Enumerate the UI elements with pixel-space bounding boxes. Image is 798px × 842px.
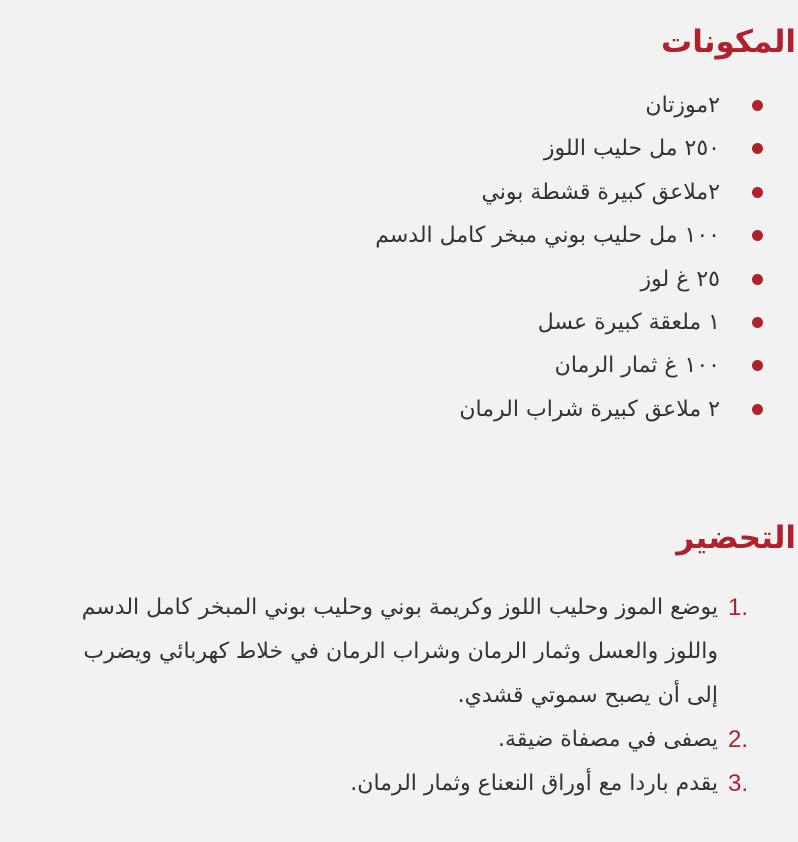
ingredient-item — [375, 301, 768, 344]
ingredient-text: ١ ملعقة كبيرة عسل — [537, 309, 720, 335]
preparation-steps-list — [48, 586, 768, 806]
ingredient-item — [375, 84, 768, 127]
ingredient-text: ٢ملاعق كبيرة قشطة بوني — [481, 179, 720, 205]
ingredient-text: ٢٥٠ مل حليب اللوز — [543, 136, 720, 162]
step-text: يقدم باردا مع أوراق النعناع وثمار الرمان. — [350, 771, 718, 796]
bullet-icon — [752, 404, 763, 415]
step-text: يوضع الموز وحليب اللوز وكريمة بوني وحليب بوني المبخر كامل الدسم واللوز والعسل وثمار الرمان وشراب الرمان في خلاط كهربائي ويضرب إلى أن يصبح سموتي قشدي. — [81, 595, 718, 708]
bullet-icon — [752, 100, 763, 111]
ingredient-item — [375, 258, 768, 301]
step-number: 2. — [728, 726, 749, 753]
preparation-step — [48, 586, 768, 718]
preparation-heading: التحضير — [676, 520, 796, 556]
ingredients-heading: المكونات — [661, 24, 796, 60]
preparation-step — [48, 762, 768, 806]
ingredient-text: ١٠٠ غ ثمار الرمان — [554, 353, 720, 379]
ingredient-text: ٢ ملاعق كبيرة شراب الرمان — [459, 396, 720, 422]
step-number: 1. — [728, 594, 749, 621]
ingredient-item — [375, 214, 768, 257]
ingredients-list — [375, 84, 768, 431]
ingredient-item — [375, 388, 768, 431]
ingredient-text: ٢٥ غ لوز — [640, 266, 720, 292]
ingredient-item — [375, 344, 768, 387]
ingredient-text: ٢موزتان — [645, 93, 720, 118]
step-text: يصفى في مصفاة ضيقة. — [498, 727, 718, 752]
bullet-icon — [752, 317, 763, 328]
bullet-icon — [752, 360, 763, 371]
ingredient-item — [375, 171, 768, 214]
step-number: 3. — [728, 770, 749, 797]
bullet-icon — [752, 187, 763, 198]
ingredient-item — [375, 127, 768, 170]
bullet-icon — [752, 274, 763, 285]
bullet-icon — [752, 143, 763, 154]
preparation-step — [48, 718, 768, 762]
bullet-icon — [752, 230, 763, 241]
ingredient-text: ١٠٠ مل حليب بوني مبخر كامل الدسم — [375, 223, 720, 249]
